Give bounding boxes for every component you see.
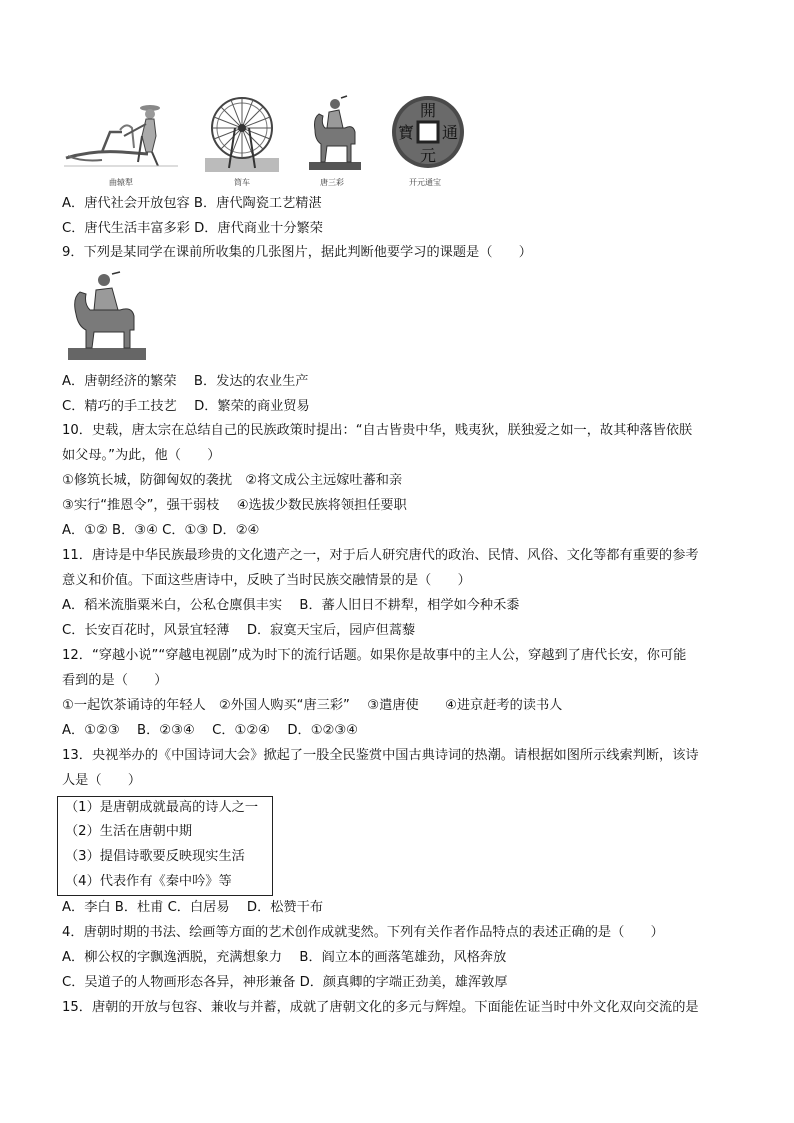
q12-options: A．①②③ B．②③④ C．①②④ D．①②③④	[62, 723, 359, 738]
q11-stem-line2: 意义和价值。下面这些唐诗中，反映了当时民族交融情景的是（ ）	[62, 573, 471, 588]
q9-stem: 9．下列是某同学在课前所收集的几张图片，据此判断他要学习的课题是（ ）	[62, 245, 532, 260]
coin-char-bottom: 元	[419, 146, 437, 165]
q12-stem-line1: 12．“穿越小说”“穿越电视剧”成为时下的流行话题。如果你是故事中的主人公，穿越到了唐代长安，你可能	[62, 648, 687, 663]
q13-clue-1: （1）是唐朝成就最高的诗人之一	[65, 800, 259, 815]
q14-options-cd: C．吴道子的人物画形态各异，神形兼备 D．颜真卿的字端正劲美，雄浑敦厚	[62, 975, 508, 990]
q10-options: A．①② B．③④ C．①③ D．②④	[62, 523, 260, 538]
caption-sancai: 唐三彩	[320, 178, 344, 187]
q10-items-12: ①修筑长城，防御匈奴的袭扰 ②将文成公主远嫁吐蕃和亲	[62, 473, 403, 488]
q15-stem: 15．唐朝的开放与包容、兼收与并蓄，成就了唐朝文化的多元与辉煌。下面能佐证当时中外文化双向交流的是	[62, 1000, 699, 1015]
q12-items: ①一起饮茶诵诗的年轻人 ②外国人购买“唐三彩” ③遣唐使 ④进京赶考的读书人	[62, 698, 563, 713]
q11-options-ab: A．稻米流脂粟米白，公私仓廪俱丰实 B．蕃人旧日不耕犁，相学如今种禾黍	[62, 598, 520, 613]
q10-stem-line2: 如父母。”为此，他（ ）	[62, 448, 221, 463]
q10-items-34: ③实行“推恩令”，强干弱枝 ④选拔少数民族将领担任要职	[62, 498, 407, 513]
q14-options-ab: A．柳公权的字飘逸洒脱，充满想象力 B．阎立本的画落笔雄劲，风格奔放	[62, 950, 507, 965]
q9-camel-figure	[66, 270, 148, 362]
q10-stem-line1: 10．史载，唐太宗在总结自己的民族政策时提出：“自古皆贵中华，贱夷狄，朕独爱之如一，故其种落皆依朕	[62, 423, 693, 438]
q14-stem: 4．唐朝时期的书法、绘画等方面的艺术创作成就斐然。下列有关作者作品特点的表述正确的是（ ）	[62, 925, 664, 940]
caption-waterwheel: 筒车	[234, 178, 250, 187]
caption-plow: 曲辕犁	[109, 178, 133, 187]
camel-figurine-icon	[305, 94, 365, 172]
q9-options-ab: A．唐朝经济的繁荣 B．发达的农业生产	[62, 374, 309, 389]
coin-char-top: 開	[419, 101, 437, 120]
plow-figure	[62, 92, 180, 172]
q11-options-cd: C．长安百花时，风景宜轻薄 D．寂寞天宝后，园庐但蒿藜	[62, 623, 416, 638]
q13-stem-line1: 13．央视举办的《中国诗词大会》掀起了一股全民鉴赏中国古典诗词的热潮。请根据如图所示线索判断，该诗	[62, 748, 699, 763]
q13-clue-box	[57, 796, 273, 896]
q12-stem-line2: 看到的是（ ）	[62, 673, 168, 688]
q11-stem-line1: 11．唐诗是中华民族最珍贵的文化遗产之一，对于后人研究唐代的政治、民情、风俗、文化等都有重要的参考	[62, 548, 699, 563]
coin-char-left: 寶	[397, 123, 415, 142]
q13-clue-2: （2）生活在唐朝中期	[65, 824, 193, 839]
sancai-figure	[305, 94, 365, 172]
q13-stem-line2: 人是（ ）	[62, 773, 142, 788]
waterwheel-figure	[205, 92, 279, 172]
camel-figurine-icon	[66, 270, 148, 362]
coin-icon	[390, 94, 466, 170]
coin-figure	[390, 94, 466, 170]
q9-options-cd: C．精巧的手工技艺 D．繁荣的商业贸易	[62, 399, 310, 414]
caption-coin: 开元通宝	[409, 178, 441, 187]
water-wheel-icon	[205, 92, 279, 172]
coin-char-right: 通	[441, 123, 459, 142]
q13-options: A．李白 B．杜甫 C．白居易 D．松赞干布	[62, 900, 324, 915]
q13-clue-4: （4）代表作有《秦中吟》等	[65, 874, 232, 889]
q13-clue-3: （3）提倡诗歌要反映现实生活	[65, 849, 245, 864]
q8-options-cd: C．唐代生活丰富多彩 D．唐代商业十分繁荣	[62, 221, 323, 236]
plow-farmer-icon	[62, 92, 180, 172]
q8-options-ab: A．唐代社会开放包容 B．唐代陶瓷工艺精湛	[62, 196, 322, 211]
